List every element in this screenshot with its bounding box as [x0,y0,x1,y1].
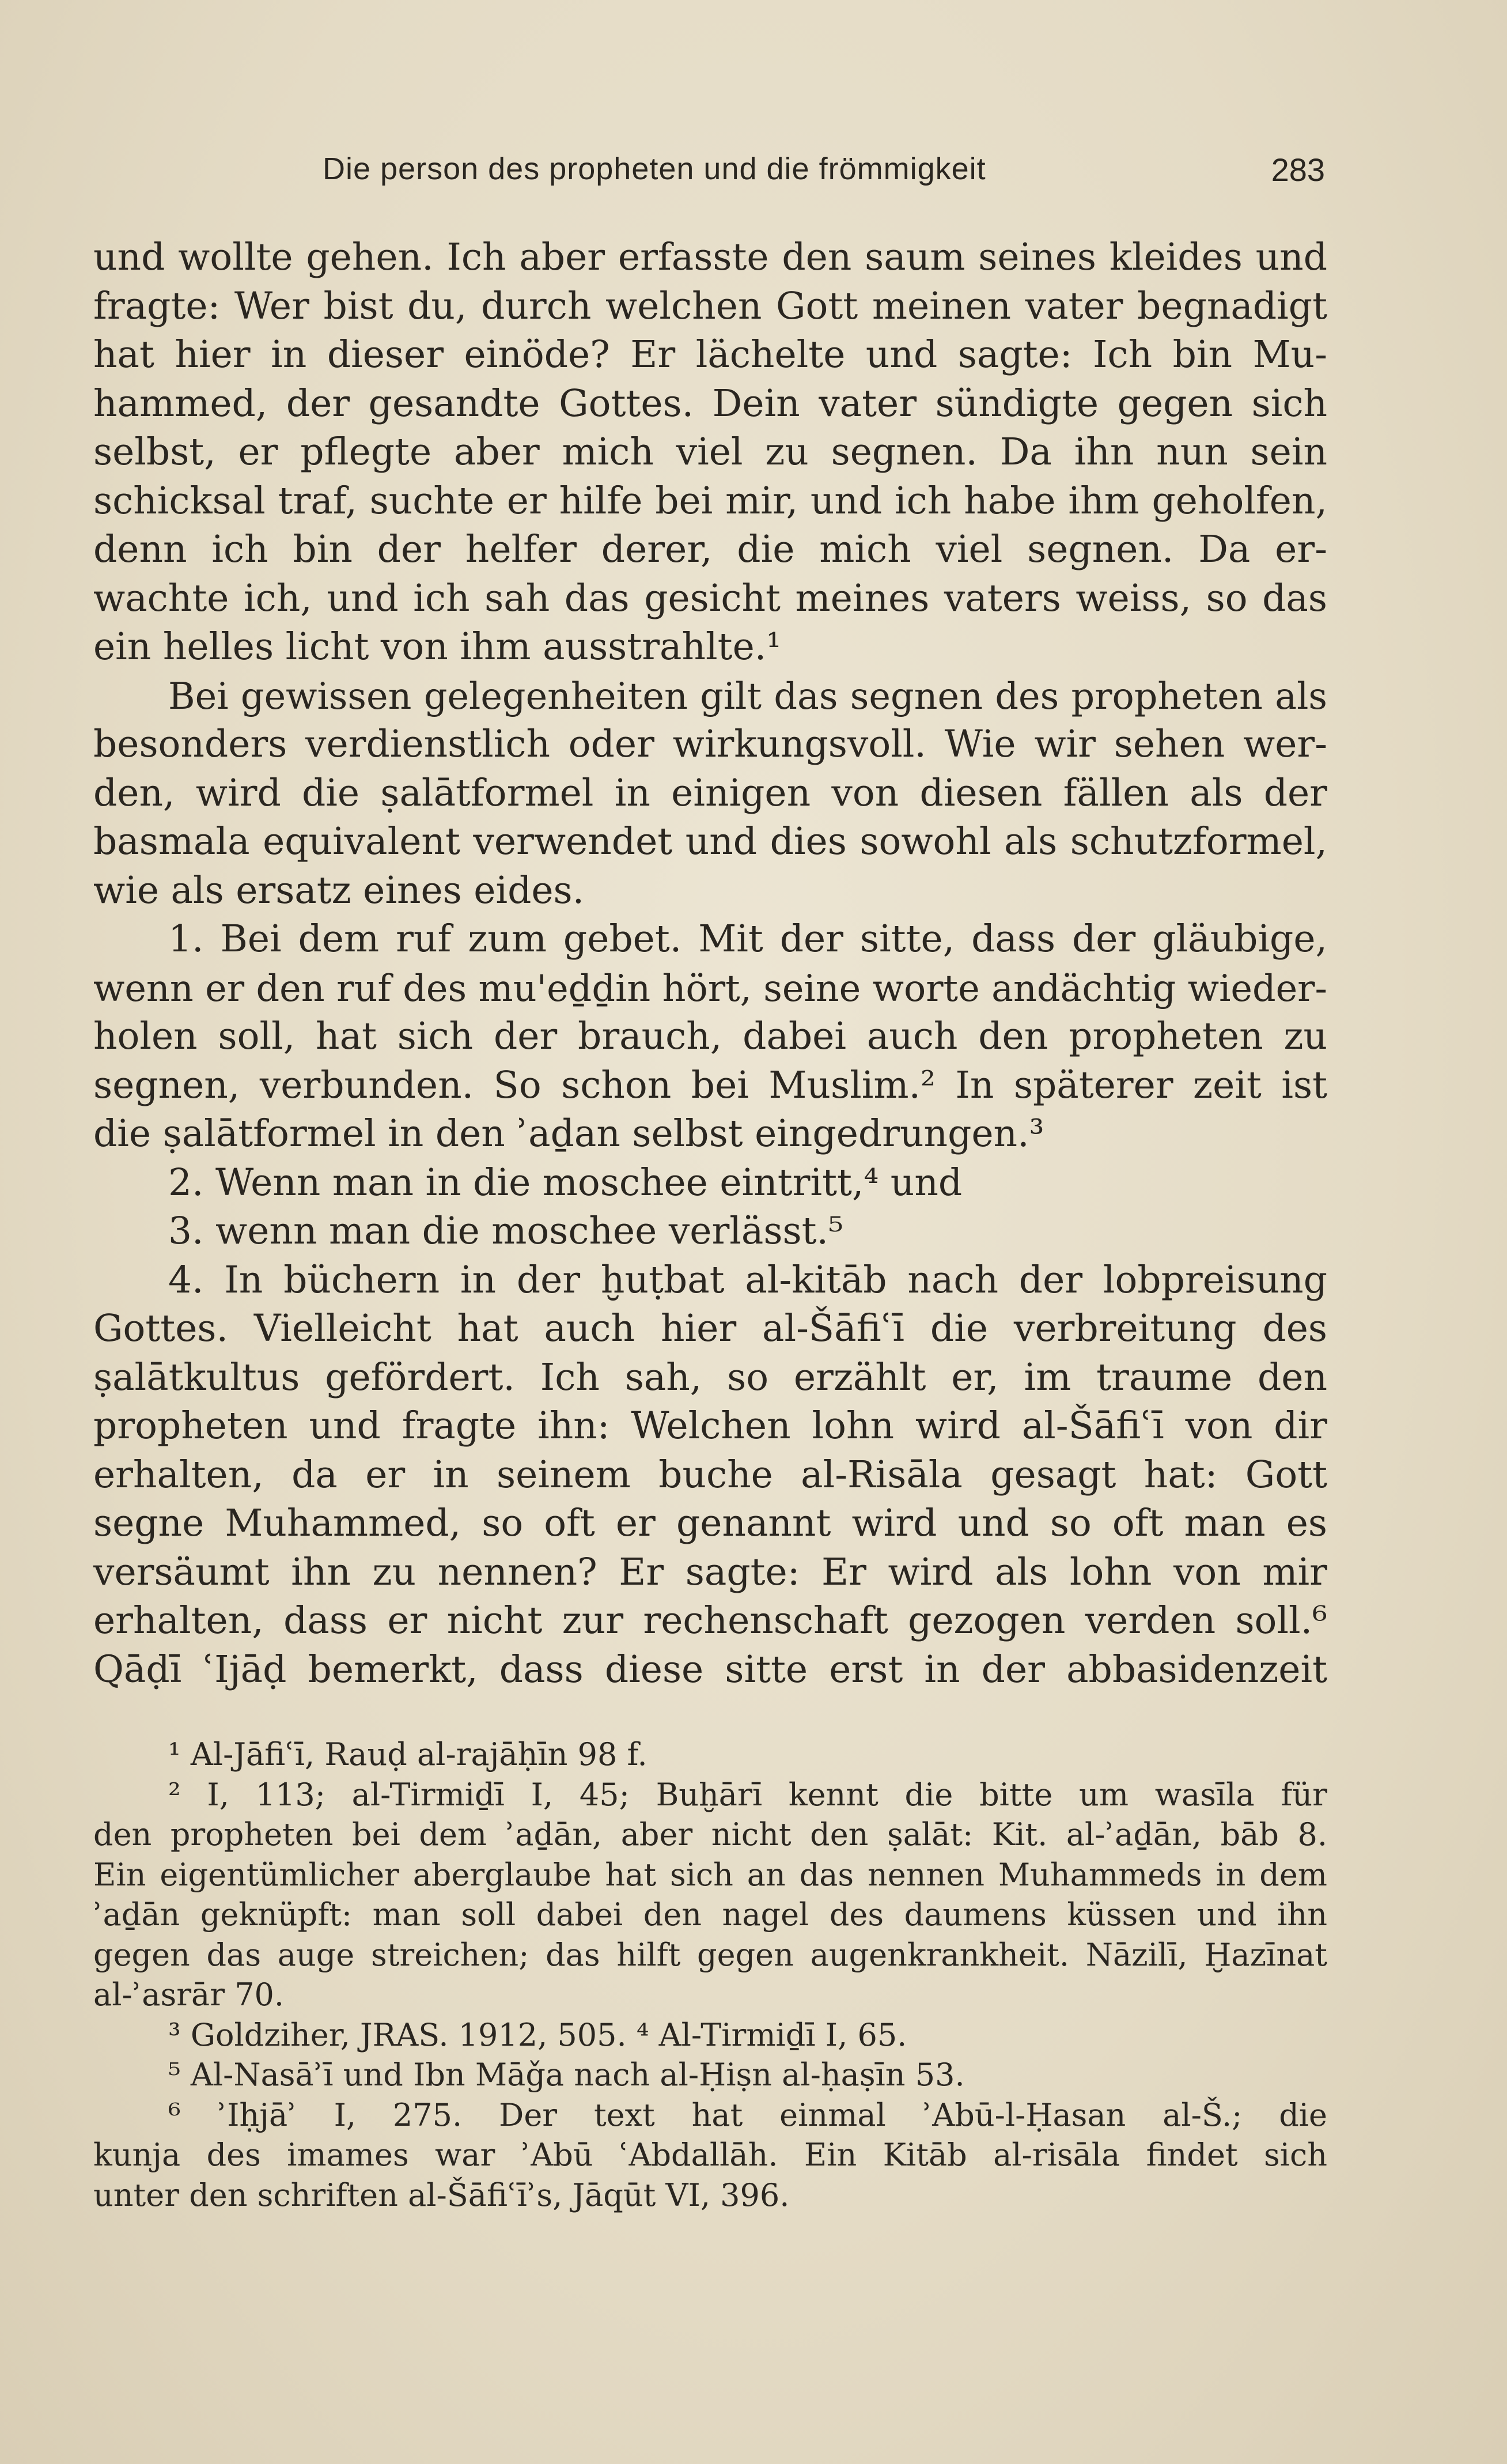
text-line: segne Muhammed, so oft er genannt wird und so oft man es [93,1502,1327,1545]
text-line: denn ich bin der helfer derer, die mich viel segnen. Da er- [93,528,1327,571]
page-header [323,151,1325,197]
text-line: wenn er den ruf des mu'eḏḏin hört, seine worte andächtig wieder- [93,966,1327,1010]
text-line: und wollte gehen. Ich aber erfasste den saum seines kleides und [93,236,1327,279]
text-line: basmala equivalent verwendet und dies sowohl als schutzformel, [93,820,1327,863]
body-text [93,233,1327,1694]
text-line: schicksal traf, suchte er hilfe bei mir, und ich habe ihm geholfen, [93,479,1327,523]
text-line: Bei gewissen gelegenheiten gilt das segnen des propheten als [168,674,1327,717]
footnote-line: unter den schriften al-Šāfiʿīʾs, Jāqūt VI, 396. [93,2176,790,2213]
text-line: Gottes. Vielleicht hat auch hier al-Šāfiʿī die verbreitung des [93,1307,1327,1350]
text-line: propheten und fragte ihn: Welchen lohn wird al-Šāfiʿī von dir [93,1404,1327,1448]
text-line: ein helles licht von ihm ausstrahlte.¹ [93,625,782,668]
footnote-line: ⁵ Al-Nasāʾī und Ibn Māǧa nach al-Ḥiṣn al-ḥaṣīn 53. [168,2057,965,2093]
text-line: Qāḍī ʿIjāḍ bemerkt, dass diese sitte erst in der abbasidenzeit [93,1647,1327,1691]
text-line: holen soll, hat sich der brauch, dabei auch den propheten zu [93,1015,1327,1058]
text-line: hammed, der gesandte Gottes. Dein vater sündigte gegen sich [93,381,1327,425]
footnote-line: ¹ Al-Jāfiʿī, Rauḍ al-rajāḥīn 98 f. [168,1736,648,1773]
text-line: hat hier in dieser einöde? Er lächelte und sagte: Ich bin Mu- [93,333,1327,376]
footnote-line: kunja des imames war ʾAbū ʿAbdallāh. Ein Kitāb al-risāla findet sich [93,2137,1327,2173]
running-title: Die person des propheten und die frömmigkeit [323,152,986,186]
text-line: den, wird die ṣalātformel in einigen von diesen fällen als der [93,771,1327,815]
text-line: 1. Bei dem ruf zum gebet. Mit der sitte, dass der gläubige, [168,917,1327,961]
text-line: die ṣalātformel in den ʾaḏan selbst eingedrungen.³ [93,1112,1044,1155]
text-line: wachte ich, und ich sah das gesicht meines vaters weiss, so das [93,576,1327,620]
text-line: versäumt ihn zu nennen? Er sagte: Er wird als lohn von mir [93,1550,1327,1594]
footnotes [93,1734,1327,2215]
footnote-line: ² I, 113; al-Tirmiḏī I, 45; Buḫārī kennt die bitte um wasīla für [168,1776,1327,1813]
text-line: 2. Wenn man in die moschee eintritt,⁴ und [168,1161,963,1204]
text-line: fragte: Wer bist du, durch welchen Gott meinen vater begnadigt [93,284,1327,328]
page-number: 283 [1271,152,1325,188]
text-line: wie als ersatz eines eides. [93,868,585,912]
text-line: besonders verdienstlich oder wirkungsvoll. Wie wir sehen wer- [93,723,1327,766]
text-line: erhalten, da er in seinem buche al-Risāla gesagt hat: Gott [93,1453,1327,1496]
text-line: segnen, verbunden. So schon bei Muslim.² In späterer zeit ist [93,1063,1327,1107]
footnote-line: ⁶ ʾIḥjāʾ I, 275. Der text hat einmal ʾAbū-l-Ḥasan al-Š.; die [168,2096,1327,2133]
text-line: erhalten, dass er nicht zur rechenschaft gezogen verden soll.⁶ [93,1599,1327,1642]
footnote-line: ³ Goldziher, JRAS. 1912, 505. ⁴ Al-Tirmiḏī I, 65. [168,2016,907,2053]
footnote-line: ʾaḏān geknüpft: man soll dabei den nagel des daumens küssen und ihn [93,1896,1327,1933]
text-line: ṣalātkultus gefördert. Ich sah, so erzählt er, im traume den [93,1355,1327,1399]
footnote-line: Ein eigentümlicher aberglaube hat sich an das nennen Muhammeds in dem [93,1856,1327,1893]
text-line: 3. wenn man die moschee verlässt.⁵ [168,1210,843,1253]
footnote-line: al-ʾasrār 70. [93,1977,285,2013]
text-line: selbst, er pflegte aber mich viel zu segnen. Da ihn nun sein [93,430,1327,474]
footnote-line: gegen das auge streichen; das hilft gegen augenkrankheit. Nāzilī, Ḫazīnat [93,1936,1327,1973]
text-line: 4. In büchern in der ḫuṭbat al-kitāb nach der lobpreisung [168,1258,1327,1302]
footnote-line: den propheten bei dem ʾaḏān, aber nicht den ṣalāt: Kit. al-ʾaḏān, bāb 8. [93,1816,1327,1853]
